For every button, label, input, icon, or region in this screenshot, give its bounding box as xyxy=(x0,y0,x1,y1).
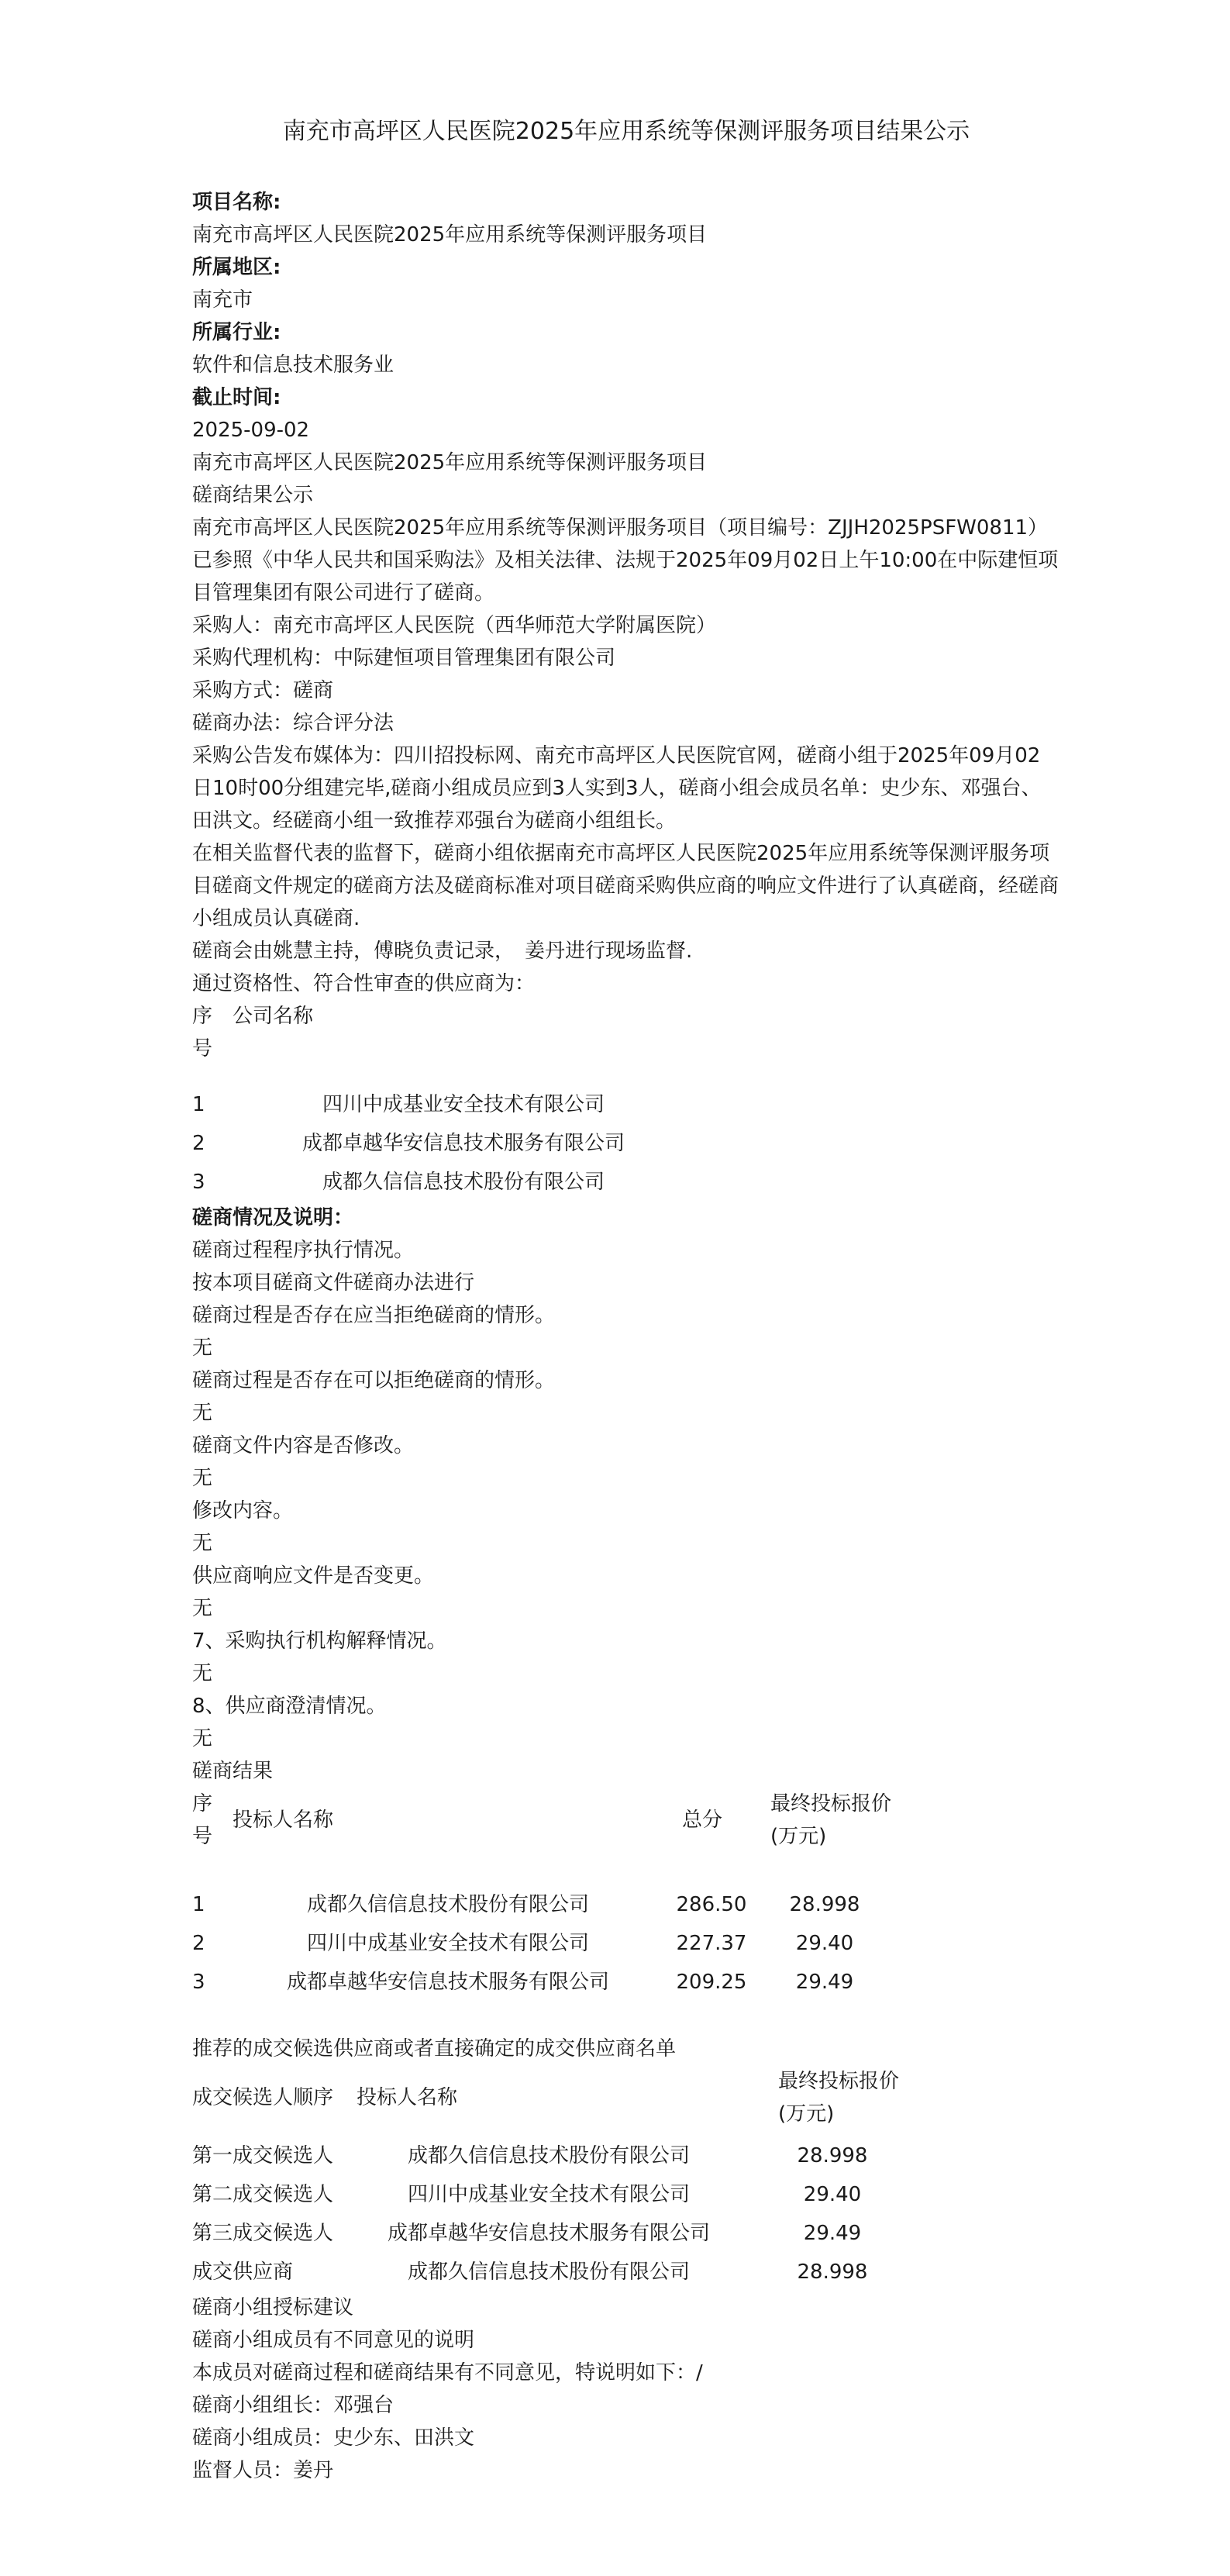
info-label-project: 项目名称: xyxy=(192,191,281,214)
results-col-score: 总分 xyxy=(682,1809,723,1832)
closing-line: 磋商小组成员有不同意见的说明 xyxy=(192,2329,475,2352)
closing-line: 本成员对磋商过程和磋商结果有不同意见，特说明如下：/ xyxy=(192,2361,703,2385)
situation-line: 无 xyxy=(192,1597,213,1620)
candidates-col-order: 成交候选人顺序 xyxy=(192,2086,334,2109)
info-value-industry: 软件和信息技术服务业 xyxy=(192,353,394,377)
candidate-name: 成都卓越华安信息技术服务有限公司 xyxy=(387,2222,710,2245)
candidate-order: 第三成交候选人 xyxy=(192,2222,334,2245)
candidate-order: 第一成交候选人 xyxy=(192,2144,334,2167)
table-row xyxy=(192,1963,1060,2002)
project-line: 南充市高坪区人民医院2025年应用系统等保测评服务项目 xyxy=(192,451,708,474)
result-price: 29.40 xyxy=(795,1932,854,1955)
supplier-table xyxy=(192,1000,1060,1202)
candidate-name: 成都久信信息技术股份有限公司 xyxy=(407,2260,690,2284)
result-score: 209.25 xyxy=(676,1971,747,1994)
table-row xyxy=(192,1124,1060,1163)
situation-line: 7、采购执行机构解释情况。 xyxy=(192,1629,447,1653)
closing-line: 磋商小组授标建议 xyxy=(192,2296,354,2319)
candidate-order: 成交供应商 xyxy=(192,2260,294,2284)
result-name: 四川中成基业安全技术有限公司 xyxy=(306,1932,589,1955)
candidates-col-name: 投标人名称 xyxy=(357,2086,458,2109)
candidate-name: 成都久信信息技术股份有限公司 xyxy=(407,2144,690,2167)
results-col-no: 序号 xyxy=(192,1792,213,1848)
eval-method-line: 磋商办法：综合评分法 xyxy=(192,712,394,735)
supplier-no: 1 xyxy=(192,1093,205,1116)
supplier-no: 3 xyxy=(192,1171,205,1194)
table-row xyxy=(192,1085,1060,1124)
candidate-price: 28.998 xyxy=(797,2144,868,2167)
buyer-line: 采购人：南充市高坪区人民医院（西华师范大学附属医院） xyxy=(192,614,717,637)
method-line: 采购方式：磋商 xyxy=(192,679,334,702)
table-row xyxy=(192,2136,1060,2175)
situation-line: 修改内容。 xyxy=(192,1499,294,1522)
agency-line: 采购代理机构：中际建恒项目管理集团有限公司 xyxy=(192,647,616,670)
situation-line: 无 xyxy=(192,1402,213,1425)
candidates-table-header xyxy=(192,2065,1060,2136)
passed-heading: 通过资格性、符合性审查的供应商为： xyxy=(192,972,536,995)
situation-line: 无 xyxy=(192,1336,213,1360)
situation-line: 无 xyxy=(192,1662,213,1685)
supplier-col-name: 公司名称 xyxy=(233,1005,314,1028)
result-no: 1 xyxy=(192,1893,205,1916)
document-title: 南充市高坪区人民医院2025年应用系统等保测评服务项目结果公示 xyxy=(282,118,970,145)
candidates-heading: 推荐的成交候选供应商或者直接确定的成交供应商名单 xyxy=(192,2037,677,2060)
situation-line: 磋商过程程序执行情况。 xyxy=(192,1239,415,1262)
panel-paragraph: 采购公告发布媒体为：四川招投标网、南充市高坪区人民医院官网，磋商小组于2025年09月02日10时00分组建完毕,磋商小组成员应到3人实到3人，磋商小组会成员名单：史少东、邓强台、田洪文。经磋商小组一致推荐邓强台为磋商小组组长。 xyxy=(192,744,1042,833)
situation-line: 磋商过程是否存在应当拒绝磋商的情形。 xyxy=(192,1304,556,1327)
info-label-region: 所属地区: xyxy=(192,256,281,279)
situation-line: 8、供应商澄清情况。 xyxy=(192,1695,387,1718)
closing-line: 磋商小组成员：史少东、田洪文 xyxy=(192,2426,475,2450)
info-label-deadline: 截止时间: xyxy=(192,386,281,409)
results-table-header xyxy=(192,1788,1060,1865)
candidates-table xyxy=(192,2065,1060,2292)
result-price: 28.998 xyxy=(789,1893,860,1916)
results-table xyxy=(192,1788,1060,2002)
info-value-deadline: 2025-09-02 xyxy=(192,419,310,442)
result-no: 2 xyxy=(192,1932,205,1955)
table-row xyxy=(192,1924,1060,1963)
situation-heading: 磋商情况及说明： xyxy=(192,1206,354,1229)
candidate-order: 第二成交候选人 xyxy=(192,2183,334,2206)
closing-line: 磋商小组组长：邓强台 xyxy=(192,2394,394,2417)
supplier-no: 2 xyxy=(192,1132,205,1155)
table-row xyxy=(192,1885,1060,1924)
result-name: 成都卓越华安信息技术服务有限公司 xyxy=(286,1971,609,1994)
candidate-price: 29.49 xyxy=(803,2222,862,2245)
intro-paragraph: 南充市高坪区人民医院2025年应用系统等保测评服务项目（项目编号：ZJJH2025PSFW0811）已参照《中华人民共和国采购法》及相关法律、法规于2025年09月02日上午10:00在中际建恒项目管理集团有限公司进行了磋商。 xyxy=(192,516,1059,605)
notice-heading: 磋商结果公示 xyxy=(192,484,314,507)
results-col-name: 投标人名称 xyxy=(233,1809,334,1832)
supplier-name: 成都久信信息技术股份有限公司 xyxy=(322,1171,605,1194)
results-col-price-unit: (万元) xyxy=(770,1825,827,1848)
situation-line: 供应商响应文件是否变更。 xyxy=(192,1564,435,1588)
situation-line: 磋商结果 xyxy=(192,1760,274,1783)
candidates-col-price: 最终投标报价 xyxy=(778,2070,900,2093)
result-score: 286.50 xyxy=(676,1893,747,1916)
candidate-name: 四川中成基业安全技术有限公司 xyxy=(407,2183,690,2206)
table-row xyxy=(192,2214,1060,2253)
result-name: 成都久信信息技术股份有限公司 xyxy=(306,1893,589,1916)
situation-line: 无 xyxy=(192,1727,213,1750)
situation-line: 无 xyxy=(192,1532,213,1555)
document-body xyxy=(192,186,1060,2487)
results-col-price: 最终投标报价 xyxy=(770,1792,892,1816)
candidate-price: 28.998 xyxy=(797,2260,868,2284)
table-row xyxy=(192,2253,1060,2292)
situation-line: 磋商过程是否存在可以拒绝磋商的情形。 xyxy=(192,1369,556,1392)
supplier-col-no: 序号 xyxy=(192,1005,213,1060)
info-value-region: 南充市 xyxy=(192,288,253,312)
info-label-industry: 所属行业: xyxy=(192,321,281,344)
result-price: 29.49 xyxy=(795,1971,854,1994)
supplier-name: 成都卓越华安信息技术服务有限公司 xyxy=(301,1132,625,1155)
situation-line: 磋商文件内容是否修改。 xyxy=(192,1434,415,1457)
result-score: 227.37 xyxy=(676,1932,747,1955)
supplier-name: 四川中成基业安全技术有限公司 xyxy=(322,1093,605,1116)
info-value-project: 南充市高坪区人民医院2025年应用系统等保测评服务项目 xyxy=(192,223,708,247)
result-no: 3 xyxy=(192,1971,205,1994)
review-paragraph: 在相关监督代表的监督下，磋商小组依据南充市高坪区人民医院2025年应用系统等保测评服务项目磋商文件规定的磋商方法及磋商标准对项目磋商采购供应商的响应文件进行了认真磋商，经磋商小组成员认真磋商. xyxy=(192,842,1059,930)
candidate-price: 29.40 xyxy=(803,2183,862,2206)
situation-line: 按本项目磋商文件磋商办法进行 xyxy=(192,1271,475,1295)
table-row xyxy=(192,1163,1060,1202)
closing-line: 监督人员：姜丹 xyxy=(192,2459,334,2482)
supplier-table-header xyxy=(192,1000,1060,1065)
host-paragraph: 磋商会由姚慧主持，傅晓负责记录， 姜丹进行现场监督. xyxy=(192,940,693,963)
situation-line: 无 xyxy=(192,1467,213,1490)
table-row xyxy=(192,2175,1060,2214)
candidates-col-price-unit: (万元) xyxy=(778,2102,835,2126)
